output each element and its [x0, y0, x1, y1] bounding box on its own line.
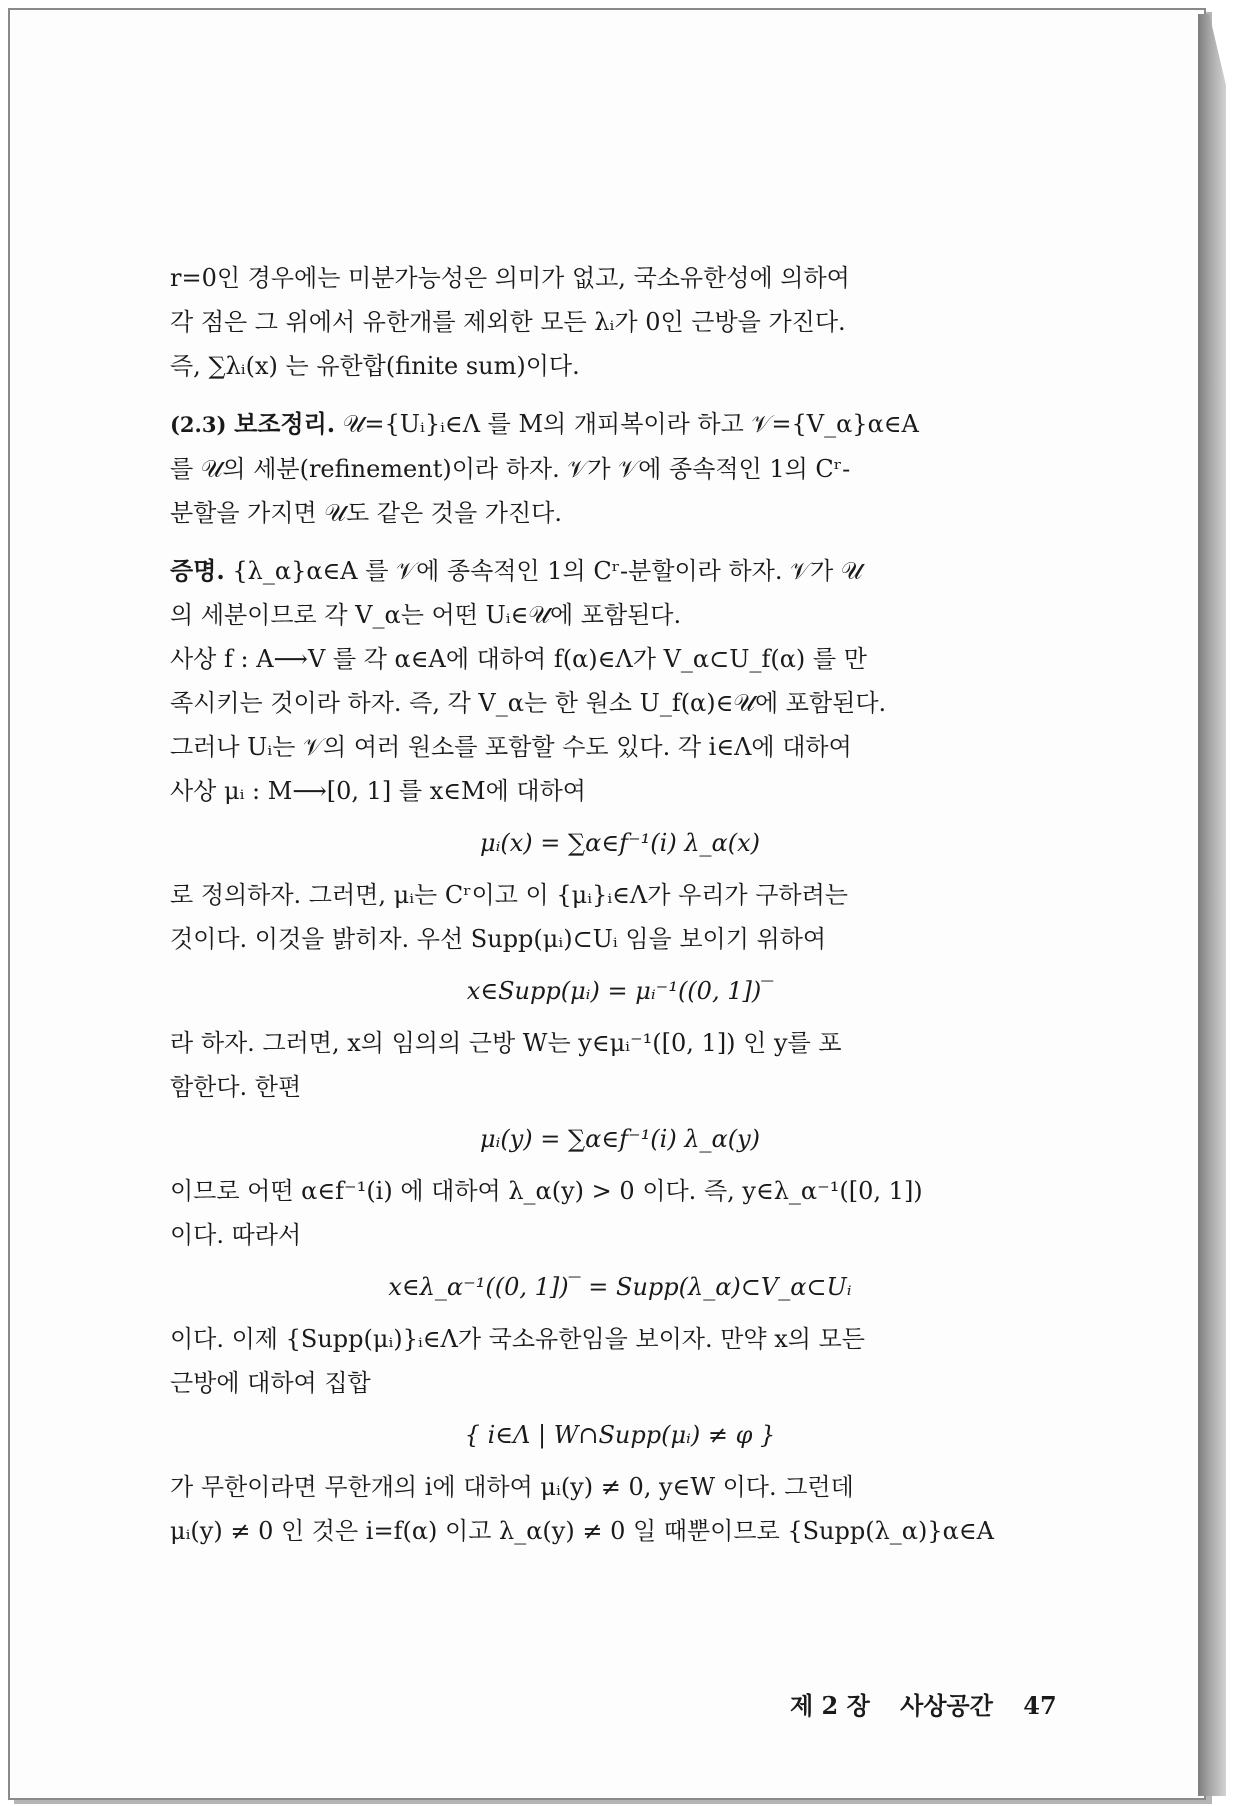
proof-line: 족시키는 것이라 하자. 즉, 각 V_α는 한 원소 U_f(α)∈𝒰에 포함된다. — [170, 689, 887, 717]
running-footer — [790, 1686, 1057, 1721]
proof-line: 그러나 Uᵢ는 𝒱의 여러 원소를 포함할 수도 있다. 각 i∈Λ에 대하여 — [170, 733, 852, 761]
chapter-label: 제 2 장 — [790, 1691, 870, 1720]
equation: μᵢ(x) = ∑α∈f⁻¹(i) λ_α(x) — [479, 829, 761, 857]
proof-line: 이다. 따라서 — [170, 1221, 302, 1249]
proof-text: {λ_α}α∈A 를 𝒱에 종속적인 1의 Cʳ-분할이라 하자. 𝒱가 𝒰 — [232, 557, 863, 585]
equation: x∈λ_α⁻¹((0, 1])‾ = Supp(λ_α)⊂V_α⊂Uᵢ — [388, 1273, 852, 1301]
proof-line: μᵢ(y) ≠ 0 인 것은 i=f(α) 이고 λ_α(y) ≠ 0 일 때뿐이므로 {Supp(λ_α)}α∈A — [170, 1517, 994, 1545]
equation: μᵢ(y) = ∑α∈f⁻¹(i) λ_α(y) — [479, 1125, 761, 1153]
proof-line: 이므로 어떤 α∈f⁻¹(i) 에 대하여 λ_α(y) > 0 이다. 즉, y∈λ_α⁻¹([0, 1]) — [170, 1177, 923, 1205]
proof-line: 이다. 이제 {Supp(μᵢ)}ᵢ∈Λ가 국소유한임을 보이자. 만약 x의 모든 — [170, 1325, 865, 1353]
lemma-line: 분할을 가지면 𝒰도 같은 것을 가진다. — [170, 499, 562, 527]
proof-line: 것이다. 이것을 밝히자. 우선 Supp(μᵢ)⊂Uᵢ 임을 보이기 위하여 — [170, 925, 827, 953]
chapter-title: 사상공간 — [900, 1691, 993, 1720]
page-body — [170, 256, 1070, 1553]
proof-line — [170, 549, 1070, 593]
paragraph-line: 각 점은 그 위에서 유한개를 제외한 모든 λᵢ가 0인 근방을 가진다. — [170, 308, 846, 336]
proof-line: 근방에 대하여 집합 — [170, 1369, 371, 1397]
page-number: 47 — [1023, 1691, 1057, 1720]
proof-label: 증명. — [170, 556, 225, 585]
proof-line: 로 정의하자. 그러면, μᵢ는 Cʳ이고 이 {μᵢ}ᵢ∈Λ가 우리가 구하려는 — [170, 881, 848, 909]
paragraph-line: 즉, ∑λᵢ(x) 는 유한합(finite sum)이다. — [170, 352, 580, 380]
equation: { i∈Λ | W∩Supp(μᵢ) ≠ φ } — [464, 1421, 776, 1449]
lemma-title: 보조정리. — [234, 409, 336, 438]
proof-line: 사상 f : A⟶V 를 각 α∈A에 대하여 f(α)∈Λ가 V_α⊂U_f(α) 를 만 — [170, 645, 867, 673]
equation: x∈Supp(μᵢ) = μᵢ⁻¹((0, 1])‾ — [466, 977, 774, 1005]
lemma-line: 를 𝒰의 세분(refinement)이라 하자. 𝒱가 𝒱에 종속적인 1의 Cʳ- — [170, 455, 851, 483]
paragraph-line: r=0인 경우에는 미분가능성은 의미가 없고, 국소유한성에 의하여 — [170, 264, 850, 292]
proof-line: 의 세분이므로 각 V_α는 어떤 Uᵢ∈𝒰에 포함된다. — [170, 601, 682, 629]
proof-line: 가 무한이라면 무한개의 i에 대하여 μᵢ(y) ≠ 0, y∈W 이다. 그런데 — [170, 1473, 854, 1501]
page-stack-edge — [1198, 14, 1226, 1796]
proof-line: 함한다. 한편 — [170, 1073, 302, 1101]
lemma-line — [170, 402, 1070, 447]
lemma-text: 𝒰={Uᵢ}ᵢ∈Λ 를 M의 개피복이라 하고 𝒱={V_α}α∈A — [342, 410, 919, 438]
proof-line: 사상 μᵢ : M⟶[0, 1] 를 x∈M에 대하여 — [170, 777, 586, 805]
lemma-number: (2.3) — [170, 412, 227, 437]
proof-line: 라 하자. 그러면, x의 임의의 근방 W는 y∈μᵢ⁻¹([0, 1]) 인 y를 포 — [170, 1029, 842, 1057]
